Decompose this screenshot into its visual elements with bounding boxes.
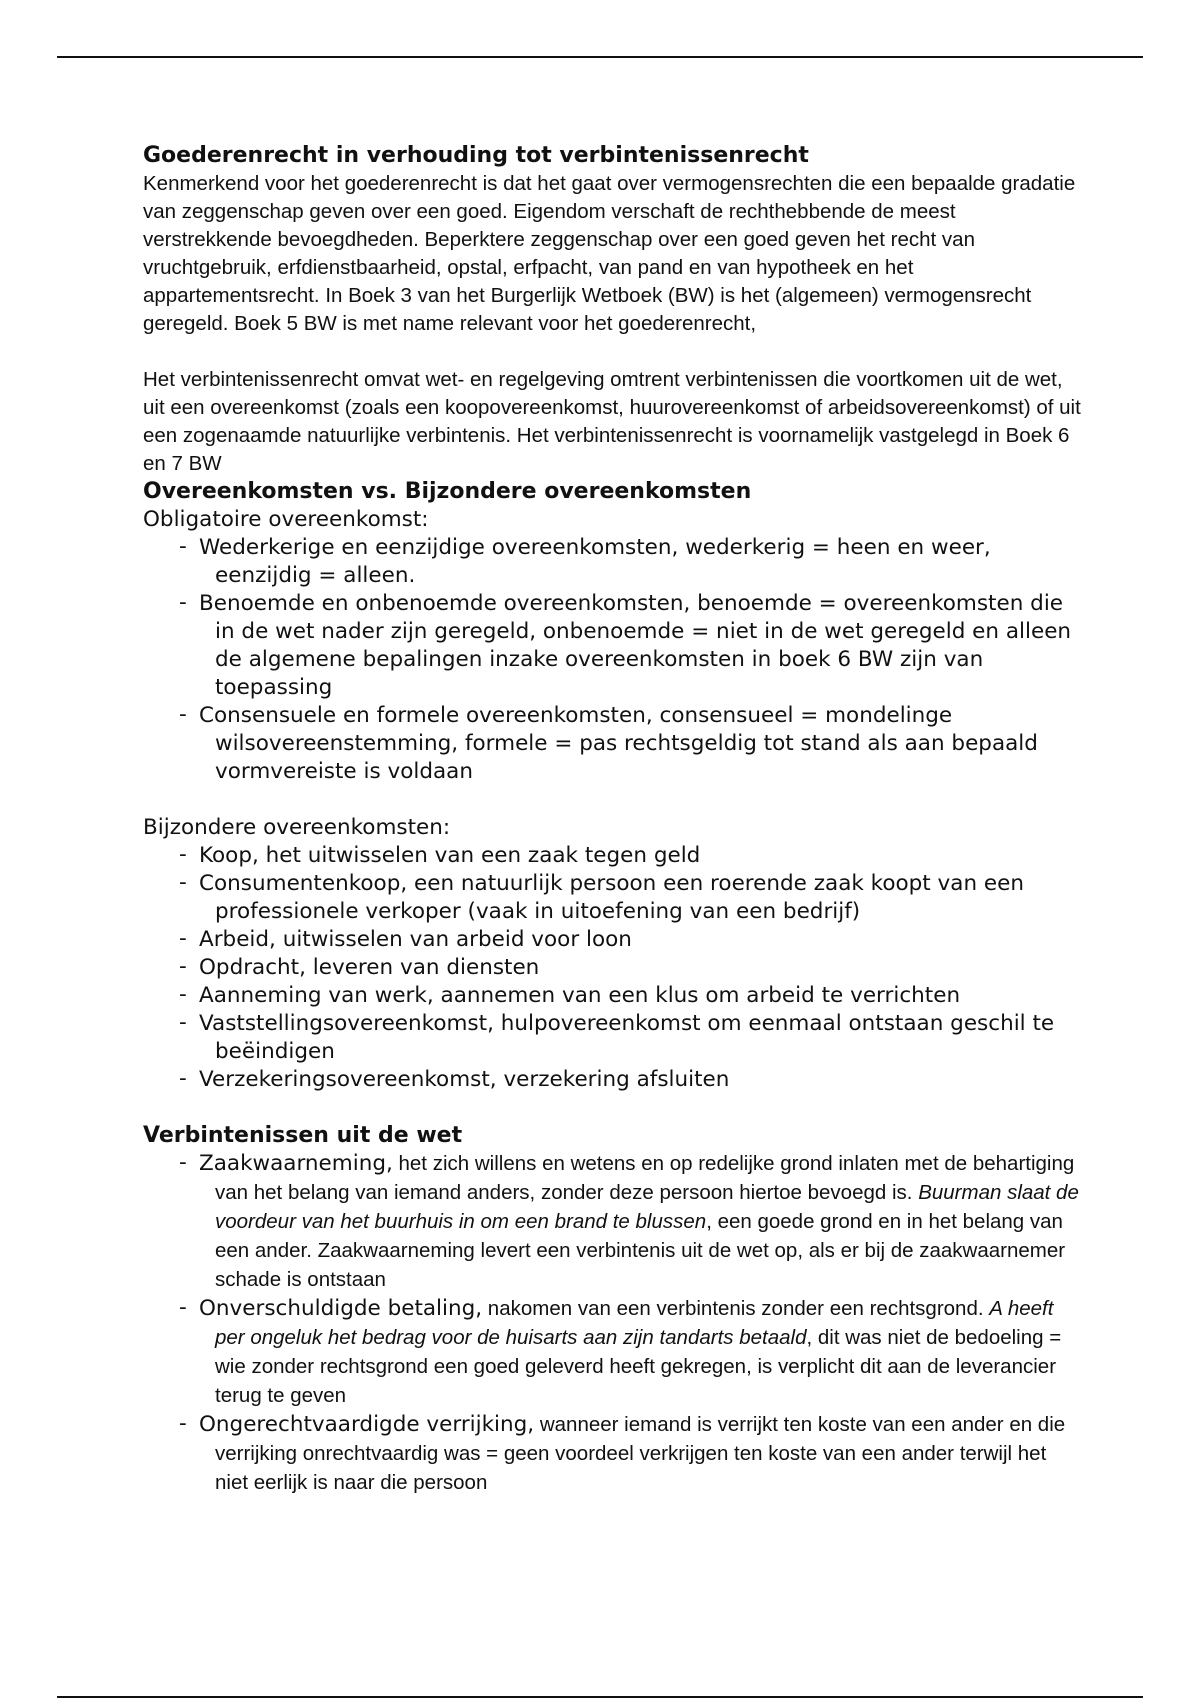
paragraph-goederenrecht: Kenmerkend voor het goederenrecht is dat het gaat over vermogensrechten die een bepaalde gradatie van zeggenschap geven over een goed. Eigendom verschaft de rechthebbende de meest verstrekkende bevoegdheden. Beperktere zeggenschap over een goed geven het recht van vruchtgebruik, erfdienstbaarheid, opstal, erfpacht, van pand en van hypotheek en het appartementsrecht. In Boek 3 van het Burgerlijk Wetboek (BW) is het (algemeen) vermogensrecht geregeld. Boek 5 BW is met name relevant voor het goederenrecht, <box>143 172 1076 335</box>
list-item: - Aanneming van werk, aannemen van een klus om arbeid te verrichten <box>179 982 961 1008</box>
list-item: - Onverschuldigde betaling, nakomen van een verbintenis zonder een rechtsgrond. A heeft per ongeluk het bedrag voor de huisarts aan zijn tandarts betaald, dit was niet de bedoeling = wie zonder rechtsgrond een goed geleverd heeft gekregen, is verplicht dit aan de leverancier terug te geven <box>179 1295 1062 1407</box>
verbintenissen-list <box>143 1150 1083 1498</box>
heading-verbintenissen-wet: Verbintenissen uit de wet <box>143 1123 463 1148</box>
list-item: - Ongerechtvaardigde verrijking, wanneer iemand is verrijkt ten koste van een ander en die verrijking onrechtvaardig was = geen voordeel verkrijgen ten koste van een ander terwijl het niet eerlijk is naar die persoon <box>179 1411 1066 1494</box>
paragraph-verbintenissenrecht: Het verbintenissenrecht omvat wet- en regelgeving omtrent verbintenissen die voortkomen uit de wet, uit een overeenkomst (zoals een koopovereenkomst, huurovereenkomst of arbeidsovereenkomst) of uit een zogenaamde natuurlijke verbintenis. Het verbintenissenrecht is voornamelijk vastgelegd in Boek 6 en 7 BW <box>143 368 1081 475</box>
list-item: - Wederkerige en eenzijdige overeenkomsten, wederkerig = heen en weer, eenzijdig = alleen. <box>179 534 991 588</box>
list-item: - Koop, het uitwisselen van een zaak tegen geld <box>179 842 701 868</box>
heading-overeenkomsten: Overeenkomsten vs. Bijzondere overeenkomsten <box>143 479 752 504</box>
list-item: - Vaststellingsovereenkomst, hulpovereenkomst om eenmaal ontstaan geschil te beëindigen <box>179 1010 1055 1064</box>
bijzondere-list <box>143 842 1083 1094</box>
list-item: - Zaakwaarneming, het zich willens en wetens en op redelijke grond inlaten met de behartiging van het belang van iemand anders, zonder deze persoon hiertoe bevoegd is. Buurman slaat de voordeur van het buurhuis in om een brand te blussen, een goede grond en in het belang van een ander. Zaakwaarneming levert een verbintenis uit de wet op, als er bij de zaakwaarnemer schade is ontstaan <box>179 1150 1079 1291</box>
list-item: - Consensuele en formele overeenkomsten, consensueel = mondelinge wilsovereenstemming, formele = pas rechtsgeldig tot stand als aan bepaald vormvereiste is voldaan <box>179 702 1038 784</box>
list-item: - Verzekeringsovereenkomst, verzekering afsluiten <box>179 1066 730 1092</box>
obligatoire-list <box>143 534 1083 786</box>
document-body <box>143 142 1083 1498</box>
header-rule <box>57 56 1143 58</box>
list-item: - Arbeid, uitwisselen van arbeid voor loon <box>179 926 632 952</box>
bijzondere-label: Bijzondere overeenkomsten: <box>143 815 451 840</box>
heading-goederenrecht: Goederenrecht in verhouding tot verbintenissenrecht <box>143 143 809 168</box>
obligatoire-label: Obligatoire overeenkomst: <box>143 507 429 532</box>
list-item: - Opdracht, leveren van diensten <box>179 954 540 980</box>
list-item: - Consumentenkoop, een natuurlijk persoon een roerende zaak koopt van een professionele verkoper (vaak in uitoefening van een bedrijf) <box>179 870 1024 924</box>
footer-rule <box>57 1696 1143 1698</box>
list-item: - Benoemde en onbenoemde overeenkomsten, benoemde = overeenkomsten die in de wet nader zijn geregeld, onbenoemde = niet in de wet geregeld en alleen de algemene bepalingen inzake overeenkomsten in boek 6 BW zijn van toepassing <box>179 590 1072 700</box>
